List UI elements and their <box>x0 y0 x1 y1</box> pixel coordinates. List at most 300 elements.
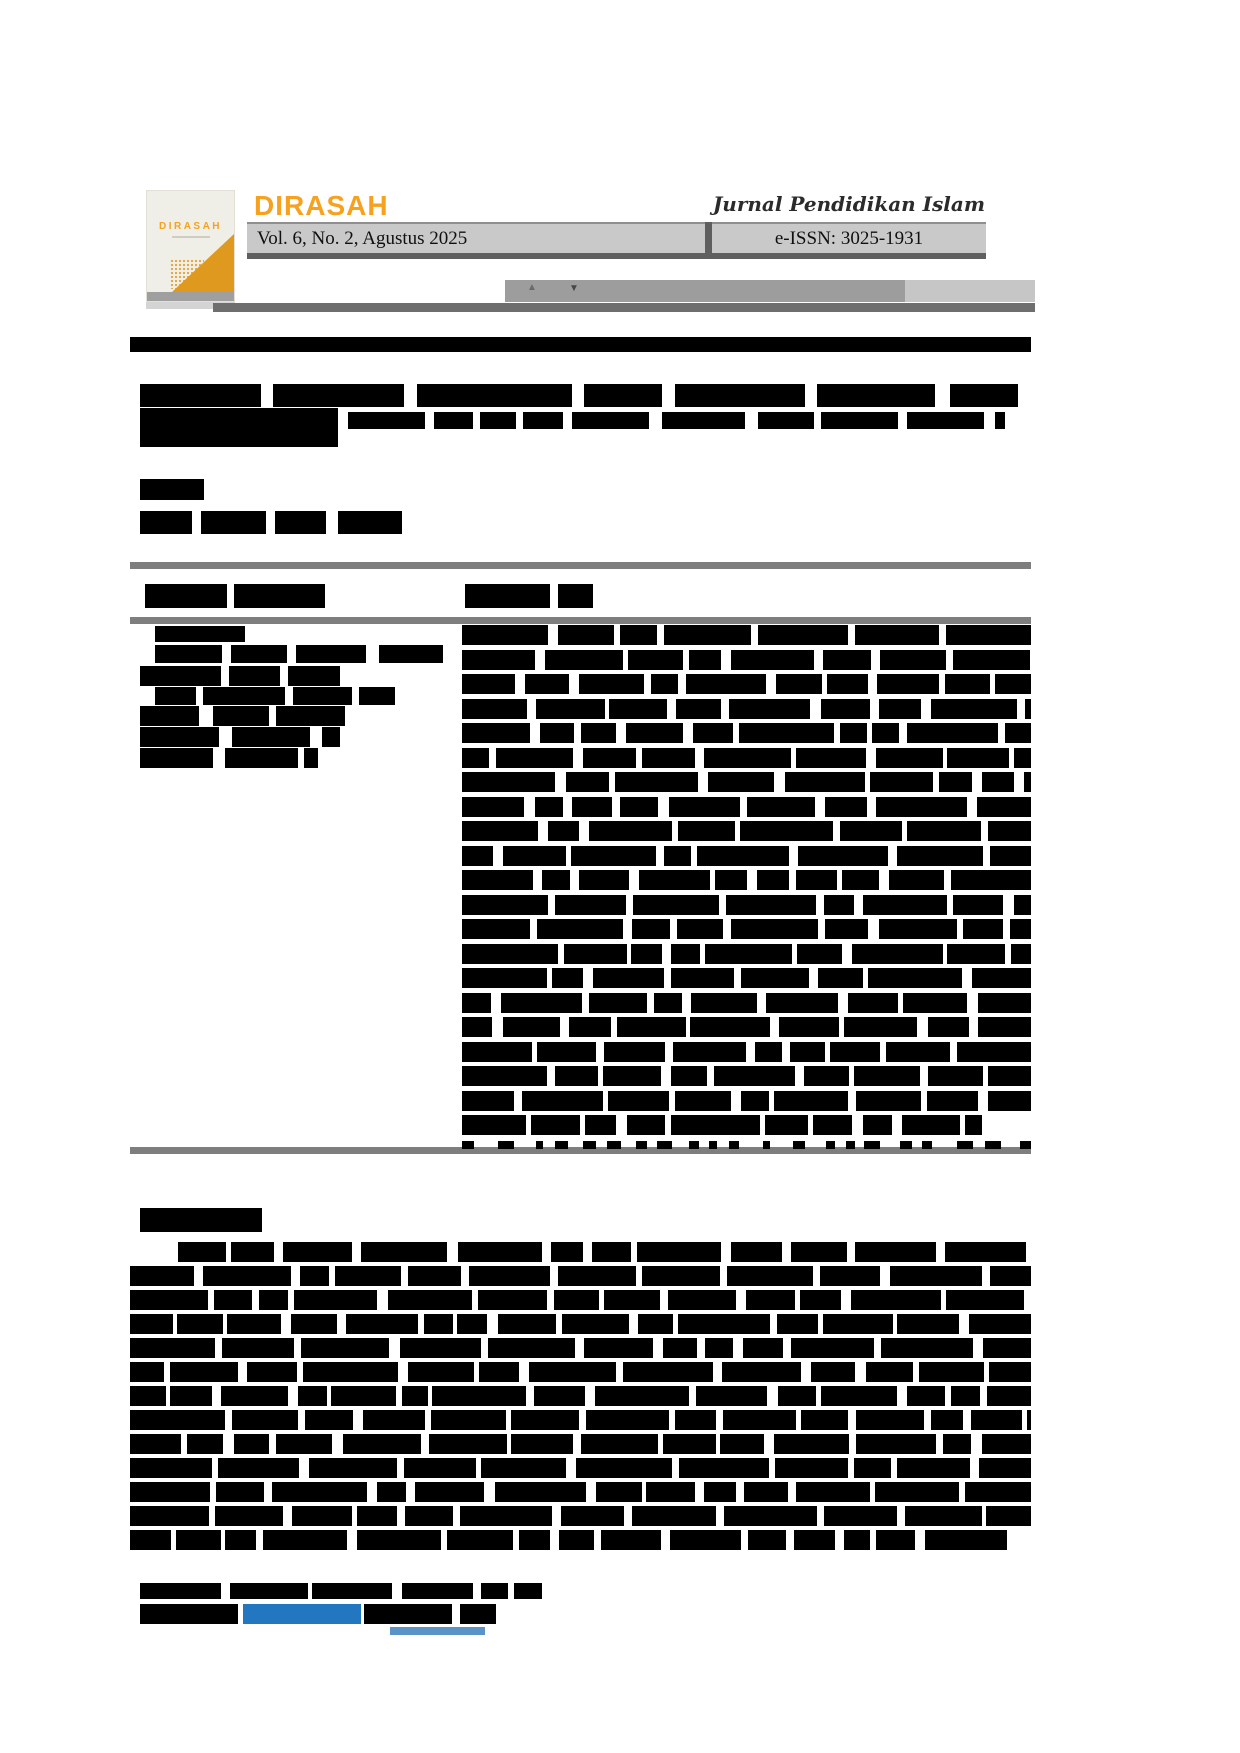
redaction-segment <box>130 1530 171 1550</box>
redaction-segment <box>234 584 325 608</box>
redaction-segment <box>840 723 867 743</box>
redaction-segment <box>977 797 1031 817</box>
redaction-segment <box>586 1410 670 1430</box>
redaction-segment <box>231 1242 274 1262</box>
redaction-segment <box>511 1410 579 1430</box>
redaction-segment <box>529 1362 616 1382</box>
redaction-segment <box>503 846 567 866</box>
redaction-segment <box>525 674 569 694</box>
redaction-segment <box>922 1141 933 1149</box>
redaction-segment <box>902 1115 960 1135</box>
redaction-segment <box>272 1482 367 1502</box>
redaction-segment <box>743 1338 783 1358</box>
redaction-segment <box>774 1091 848 1111</box>
redacted-body-line <box>130 1290 1031 1310</box>
redacted-author-name <box>140 479 204 500</box>
redaction-segment <box>564 944 627 964</box>
redacted-abstract-line <box>462 944 1031 964</box>
redaction-segment <box>979 1458 1031 1478</box>
redaction-segment <box>558 625 614 645</box>
redaction-segment <box>813 1115 852 1135</box>
redaction-segment <box>943 1434 970 1454</box>
redaction-segment <box>462 674 515 694</box>
redaction-segment <box>221 1386 288 1406</box>
redaction-segment <box>824 1506 897 1526</box>
redaction-segment <box>953 895 1003 915</box>
redaction-segment <box>214 1290 252 1310</box>
redaction-segment <box>995 674 1031 694</box>
redaction-segment <box>343 1434 421 1454</box>
redaction-segment <box>919 1362 983 1382</box>
redacted-abstract-line <box>462 748 1031 768</box>
redaction-segment <box>972 968 1031 988</box>
redaction-segment <box>663 1434 716 1454</box>
redaction-segment <box>927 1091 978 1111</box>
redaction-segment <box>797 944 841 964</box>
redaction-segment <box>293 687 352 705</box>
redaction-segment <box>595 1386 690 1406</box>
redaction-segment <box>800 1290 841 1310</box>
redaction-segment <box>462 870 533 890</box>
redaction-segment <box>620 625 657 645</box>
redaction-segment <box>985 1141 1001 1149</box>
redaction-segment <box>155 645 222 663</box>
redaction-segment <box>537 1042 596 1062</box>
redaction-segment <box>864 1141 880 1149</box>
redaction-segment <box>402 1386 428 1406</box>
redaction-segment <box>130 1434 181 1454</box>
redaction-segment <box>897 1458 969 1478</box>
redaction-segment <box>945 674 989 694</box>
redaction-segment <box>953 650 1029 670</box>
redaction-segment <box>697 846 789 866</box>
redaction-segment <box>601 1530 661 1550</box>
redaction-segment <box>978 1017 1031 1037</box>
redaction-segment <box>140 384 261 407</box>
redaction-segment <box>462 1042 532 1062</box>
redaction-segment <box>662 412 746 429</box>
redaction-segment <box>462 993 491 1013</box>
redaction-segment <box>748 1530 786 1550</box>
redaction-segment <box>346 1314 418 1334</box>
redaction-segment <box>879 919 957 939</box>
redaction-segment <box>1011 944 1031 964</box>
redaction-segment <box>969 1314 1031 1334</box>
redaction-segment <box>982 772 1013 792</box>
redaction-segment <box>670 1530 741 1550</box>
redacted-article-info-heading <box>145 584 327 608</box>
redaction-segment <box>572 412 648 429</box>
redaction-segment <box>739 723 834 743</box>
redaction-segment <box>331 1386 396 1406</box>
redaction-segment <box>462 846 493 866</box>
redaction-segment <box>988 821 1031 841</box>
redaction-segment <box>801 1410 848 1430</box>
redaction-segment <box>155 687 196 705</box>
redaction-segment <box>312 1583 391 1599</box>
redaction-segment <box>791 1242 847 1262</box>
redaction-segment <box>757 870 789 890</box>
redaction-segment <box>965 1115 982 1135</box>
redaction-segment <box>854 1066 920 1086</box>
redaction-segment <box>678 1314 770 1334</box>
redaction-segment <box>905 1506 982 1526</box>
redaction-segment <box>379 645 443 663</box>
redaction-segment <box>140 748 213 768</box>
redaction-segment <box>626 723 683 743</box>
redaction-segment <box>232 727 310 747</box>
redaction-segment <box>854 1458 892 1478</box>
redaction-segment <box>928 1017 969 1037</box>
redaction-segment <box>907 412 985 429</box>
redaction-segment <box>990 1266 1031 1286</box>
redaction-segment <box>542 870 570 890</box>
redaction-segment <box>1024 772 1031 792</box>
redaction-segment <box>540 723 574 743</box>
redaction-segment <box>511 1434 573 1454</box>
redaction-segment <box>288 666 340 686</box>
redacted-title-line <box>348 412 1005 429</box>
redaction-segment <box>203 687 285 705</box>
redaction-segment <box>431 1410 506 1430</box>
redaction-segment <box>584 1338 653 1358</box>
redaction-segment <box>388 1290 472 1310</box>
redaction-segment <box>704 748 790 768</box>
redaction-segment <box>907 723 998 743</box>
redaction-segment <box>693 723 733 743</box>
redaction-segment <box>348 412 425 429</box>
redacted-abstract-line <box>462 1042 1031 1062</box>
redacted-abstract-heading <box>465 584 593 608</box>
redacted-body-line <box>130 1458 1031 1478</box>
redaction-segment <box>304 748 318 768</box>
redaction-segment <box>945 1242 1026 1262</box>
redaction-segment <box>796 748 866 768</box>
redaction-segment <box>462 1141 474 1149</box>
redaction-segment <box>408 1362 474 1382</box>
redaction-segment <box>774 1434 849 1454</box>
redaction-segment <box>263 1530 347 1550</box>
redaction-segment <box>724 1506 817 1526</box>
redaction-segment <box>589 993 647 1013</box>
redaction-segment <box>571 846 656 866</box>
redaction-segment <box>673 1042 746 1062</box>
redaction-segment <box>140 1604 238 1624</box>
redaction-segment <box>638 1314 673 1334</box>
redacted-footnote-line <box>364 1604 496 1624</box>
redaction-segment <box>201 511 266 534</box>
redacted-article-info-line <box>155 645 443 663</box>
redaction-segment <box>669 797 740 817</box>
redaction-segment <box>654 993 682 1013</box>
redaction-segment <box>989 1362 1031 1382</box>
redaction-segment <box>708 772 775 792</box>
redaction-segment <box>925 1530 1007 1550</box>
redacted-abstract-line <box>462 968 1031 988</box>
redaction-segment <box>856 1410 924 1430</box>
redaction-segment <box>554 1290 599 1310</box>
redacted-abstract-line <box>462 1017 1031 1037</box>
redaction-segment <box>627 1115 665 1135</box>
redaction-segment <box>741 1091 768 1111</box>
redaction-segment <box>545 650 623 670</box>
redaction-segment <box>900 1141 912 1149</box>
redaction-segment <box>1025 699 1031 719</box>
redacted-abstract-line <box>462 870 1031 890</box>
redaction-segment <box>675 1091 731 1111</box>
sort-up-icon: ▲ <box>527 282 537 293</box>
redaction-segment <box>584 384 662 407</box>
redaction-segment <box>877 674 940 694</box>
redacted-abstract-line <box>462 846 1031 866</box>
redaction-segment <box>988 1066 1031 1086</box>
redaction-segment <box>1010 919 1031 939</box>
redaction-segment <box>583 748 637 768</box>
redaction-segment <box>715 870 748 890</box>
redaction-segment <box>637 1242 721 1262</box>
redaction-segment <box>216 1482 264 1502</box>
redaction-segment <box>651 674 678 694</box>
redaction-segment <box>462 1066 547 1086</box>
redaction-segment <box>705 1338 733 1358</box>
redaction-segment <box>851 1290 940 1310</box>
redaction-segment <box>852 944 943 964</box>
eissn-info: e-ISSN: 3025-1931 <box>712 222 986 253</box>
redaction-segment <box>620 797 658 817</box>
redacted-footnote-line <box>140 1604 240 1624</box>
redaction-segment <box>983 1338 1031 1358</box>
redaction-segment <box>889 870 944 890</box>
redaction-segment <box>705 944 793 964</box>
redaction-segment <box>632 919 670 939</box>
redaction-segment <box>309 1458 397 1478</box>
redaction-segment <box>498 1314 556 1334</box>
redaction-segment <box>636 1141 647 1149</box>
redaction-segment <box>589 821 672 841</box>
redaction-segment <box>663 1338 697 1358</box>
redaction-segment <box>462 919 530 939</box>
redaction-segment <box>140 706 199 726</box>
redaction-segment <box>875 1482 959 1502</box>
redaction-segment <box>213 706 269 726</box>
redacted-email-link[interactable] <box>243 1604 361 1624</box>
redaction-segment <box>462 797 524 817</box>
redacted-abstract-line <box>462 797 1031 817</box>
redaction-segment <box>177 1314 223 1334</box>
redaction-segment <box>170 1386 212 1406</box>
redaction-segment <box>357 1530 441 1550</box>
redaction-segment <box>779 1017 839 1037</box>
journal-wordmark: DIRASAH <box>254 190 389 221</box>
redaction-segment <box>361 1242 447 1262</box>
volume-info: Vol. 6, No. 2, Agustus 2025 <box>247 222 705 253</box>
redaction-segment <box>498 1141 514 1149</box>
redaction-segment <box>675 384 806 407</box>
redaction-segment <box>642 1266 720 1286</box>
redaction-segment <box>986 1506 1031 1526</box>
redaction-segment <box>424 1314 454 1334</box>
redaction-segment <box>632 1506 716 1526</box>
redaction-segment <box>928 1066 983 1086</box>
redacted-body-line <box>130 1362 1031 1382</box>
redaction-segment <box>457 1314 487 1334</box>
redaction-segment <box>405 1506 452 1526</box>
redaction-segment <box>558 1266 635 1286</box>
redaction-segment <box>817 384 935 407</box>
redaction-segment <box>432 1386 526 1406</box>
redaction-segment <box>844 1530 871 1550</box>
redacted-article-info-line <box>140 706 345 726</box>
redaction-segment <box>1027 1410 1031 1430</box>
redaction-segment <box>758 412 814 429</box>
redaction-segment <box>863 1115 893 1135</box>
redaction-segment <box>514 1583 542 1599</box>
redaction-segment <box>479 1362 519 1382</box>
redaction-segment <box>462 895 548 915</box>
redacted-fine-print <box>462 1141 1031 1149</box>
redaction-segment <box>696 1386 767 1406</box>
redaction-segment <box>363 1410 425 1430</box>
redaction-segment <box>488 1338 575 1358</box>
redaction-segment <box>130 1410 225 1430</box>
redacted-abstract-line <box>462 1091 1031 1111</box>
redaction-segment <box>225 748 298 768</box>
redaction-segment <box>686 674 767 694</box>
redaction-segment <box>230 1583 308 1599</box>
redaction-segment <box>671 968 734 988</box>
redaction-segment <box>842 870 879 890</box>
redaction-segment <box>462 1091 514 1111</box>
redaction-segment <box>130 1482 210 1502</box>
redaction-segment <box>872 723 899 743</box>
redaction-segment <box>551 1242 583 1262</box>
redaction-segment <box>585 1115 617 1135</box>
redaction-segment <box>357 1506 397 1526</box>
redaction-segment <box>722 1362 800 1382</box>
redaction-segment <box>664 846 690 866</box>
redaction-segment <box>731 1242 783 1262</box>
redaction-segment <box>631 944 661 964</box>
redacted-abstract-line <box>462 772 1031 792</box>
redaction-segment <box>679 1458 769 1478</box>
redaction-segment <box>876 748 943 768</box>
redaction-segment <box>714 1066 795 1086</box>
redaction-segment <box>623 1362 713 1382</box>
redaction-segment <box>982 1434 1031 1454</box>
redaction-segment <box>519 1530 551 1550</box>
redaction-segment <box>130 1386 166 1406</box>
redaction-segment <box>469 1266 550 1286</box>
redaction-segment <box>247 1362 297 1382</box>
redacted-abstract-line <box>462 821 1031 841</box>
redaction-segment <box>776 674 822 694</box>
redaction-segment <box>231 645 287 663</box>
redaction-segment <box>740 821 833 841</box>
redaction-segment <box>604 1042 665 1062</box>
redaction-segment <box>907 821 981 841</box>
redaction-segment <box>460 1506 552 1526</box>
redaction-segment <box>404 1458 476 1478</box>
redaction-segment <box>868 968 962 988</box>
redaction-segment <box>987 1386 1031 1406</box>
redaction-segment <box>947 748 1009 768</box>
redacted-body-line <box>130 1482 1031 1502</box>
redaction-segment <box>259 1290 288 1310</box>
redaction-segment <box>503 1017 560 1037</box>
redaction-segment <box>946 625 1031 645</box>
redaction-segment <box>359 687 395 705</box>
redaction-segment <box>856 1091 921 1111</box>
redaction-segment <box>415 1482 484 1502</box>
redacted-title-line <box>140 408 338 447</box>
redaction-segment <box>765 1115 808 1135</box>
redaction-segment <box>821 1386 897 1406</box>
redaction-segment <box>576 1458 671 1478</box>
redaction-segment <box>848 993 897 1013</box>
redaction-segment <box>465 584 550 608</box>
redacted-article-info-line <box>140 666 340 686</box>
redaction-segment <box>232 1410 298 1430</box>
redaction-segment <box>234 1434 269 1454</box>
redaction-segment <box>607 1141 621 1149</box>
redaction-segment <box>785 772 865 792</box>
redacted-abstract-line <box>462 699 1031 719</box>
redaction-segment <box>731 919 818 939</box>
redacted-abstract-line <box>462 723 1031 743</box>
redaction-segment <box>988 1091 1031 1111</box>
redaction-segment <box>294 1290 377 1310</box>
redaction-segment <box>296 645 366 663</box>
redaction-segment <box>462 968 547 988</box>
redaction-segment <box>292 1506 352 1526</box>
redaction-segment <box>225 1530 256 1550</box>
redacted-article-info-line <box>155 687 395 705</box>
redaction-segment <box>579 674 644 694</box>
redaction-segment <box>646 1482 695 1502</box>
redaction-segment <box>747 797 815 817</box>
redaction-segment <box>704 1482 736 1502</box>
redacted-body-line <box>130 1434 1031 1454</box>
redaction-segment <box>408 1266 461 1286</box>
redaction-segment <box>566 772 610 792</box>
redaction-segment <box>755 1042 783 1062</box>
redaction-segment <box>907 1386 946 1406</box>
redaction-segment <box>946 1290 1024 1310</box>
redaction-segment <box>844 1017 917 1037</box>
redacted-body-line <box>130 1386 1031 1406</box>
redaction-segment <box>617 1017 686 1037</box>
redaction-segment <box>572 797 612 817</box>
redaction-segment <box>429 1434 507 1454</box>
redaction-segment <box>866 1362 913 1382</box>
redaction-segment <box>178 1242 226 1262</box>
redaction-segment <box>130 1362 164 1382</box>
redaction-segment <box>798 846 888 866</box>
redaction-segment <box>462 625 548 645</box>
redaction-segment <box>947 944 1005 964</box>
redaction-segment <box>303 1362 398 1382</box>
redaction-segment <box>273 384 404 407</box>
redaction-segment <box>536 1141 543 1149</box>
redaction-segment <box>140 666 221 686</box>
redaction-segment <box>633 895 719 915</box>
redaction-segment <box>478 1290 547 1310</box>
redaction-segment <box>215 1506 283 1526</box>
redaction-segment <box>1020 1141 1031 1149</box>
redaction-segment <box>603 1066 661 1086</box>
redaction-segment <box>827 674 868 694</box>
redaction-segment <box>481 1583 508 1599</box>
